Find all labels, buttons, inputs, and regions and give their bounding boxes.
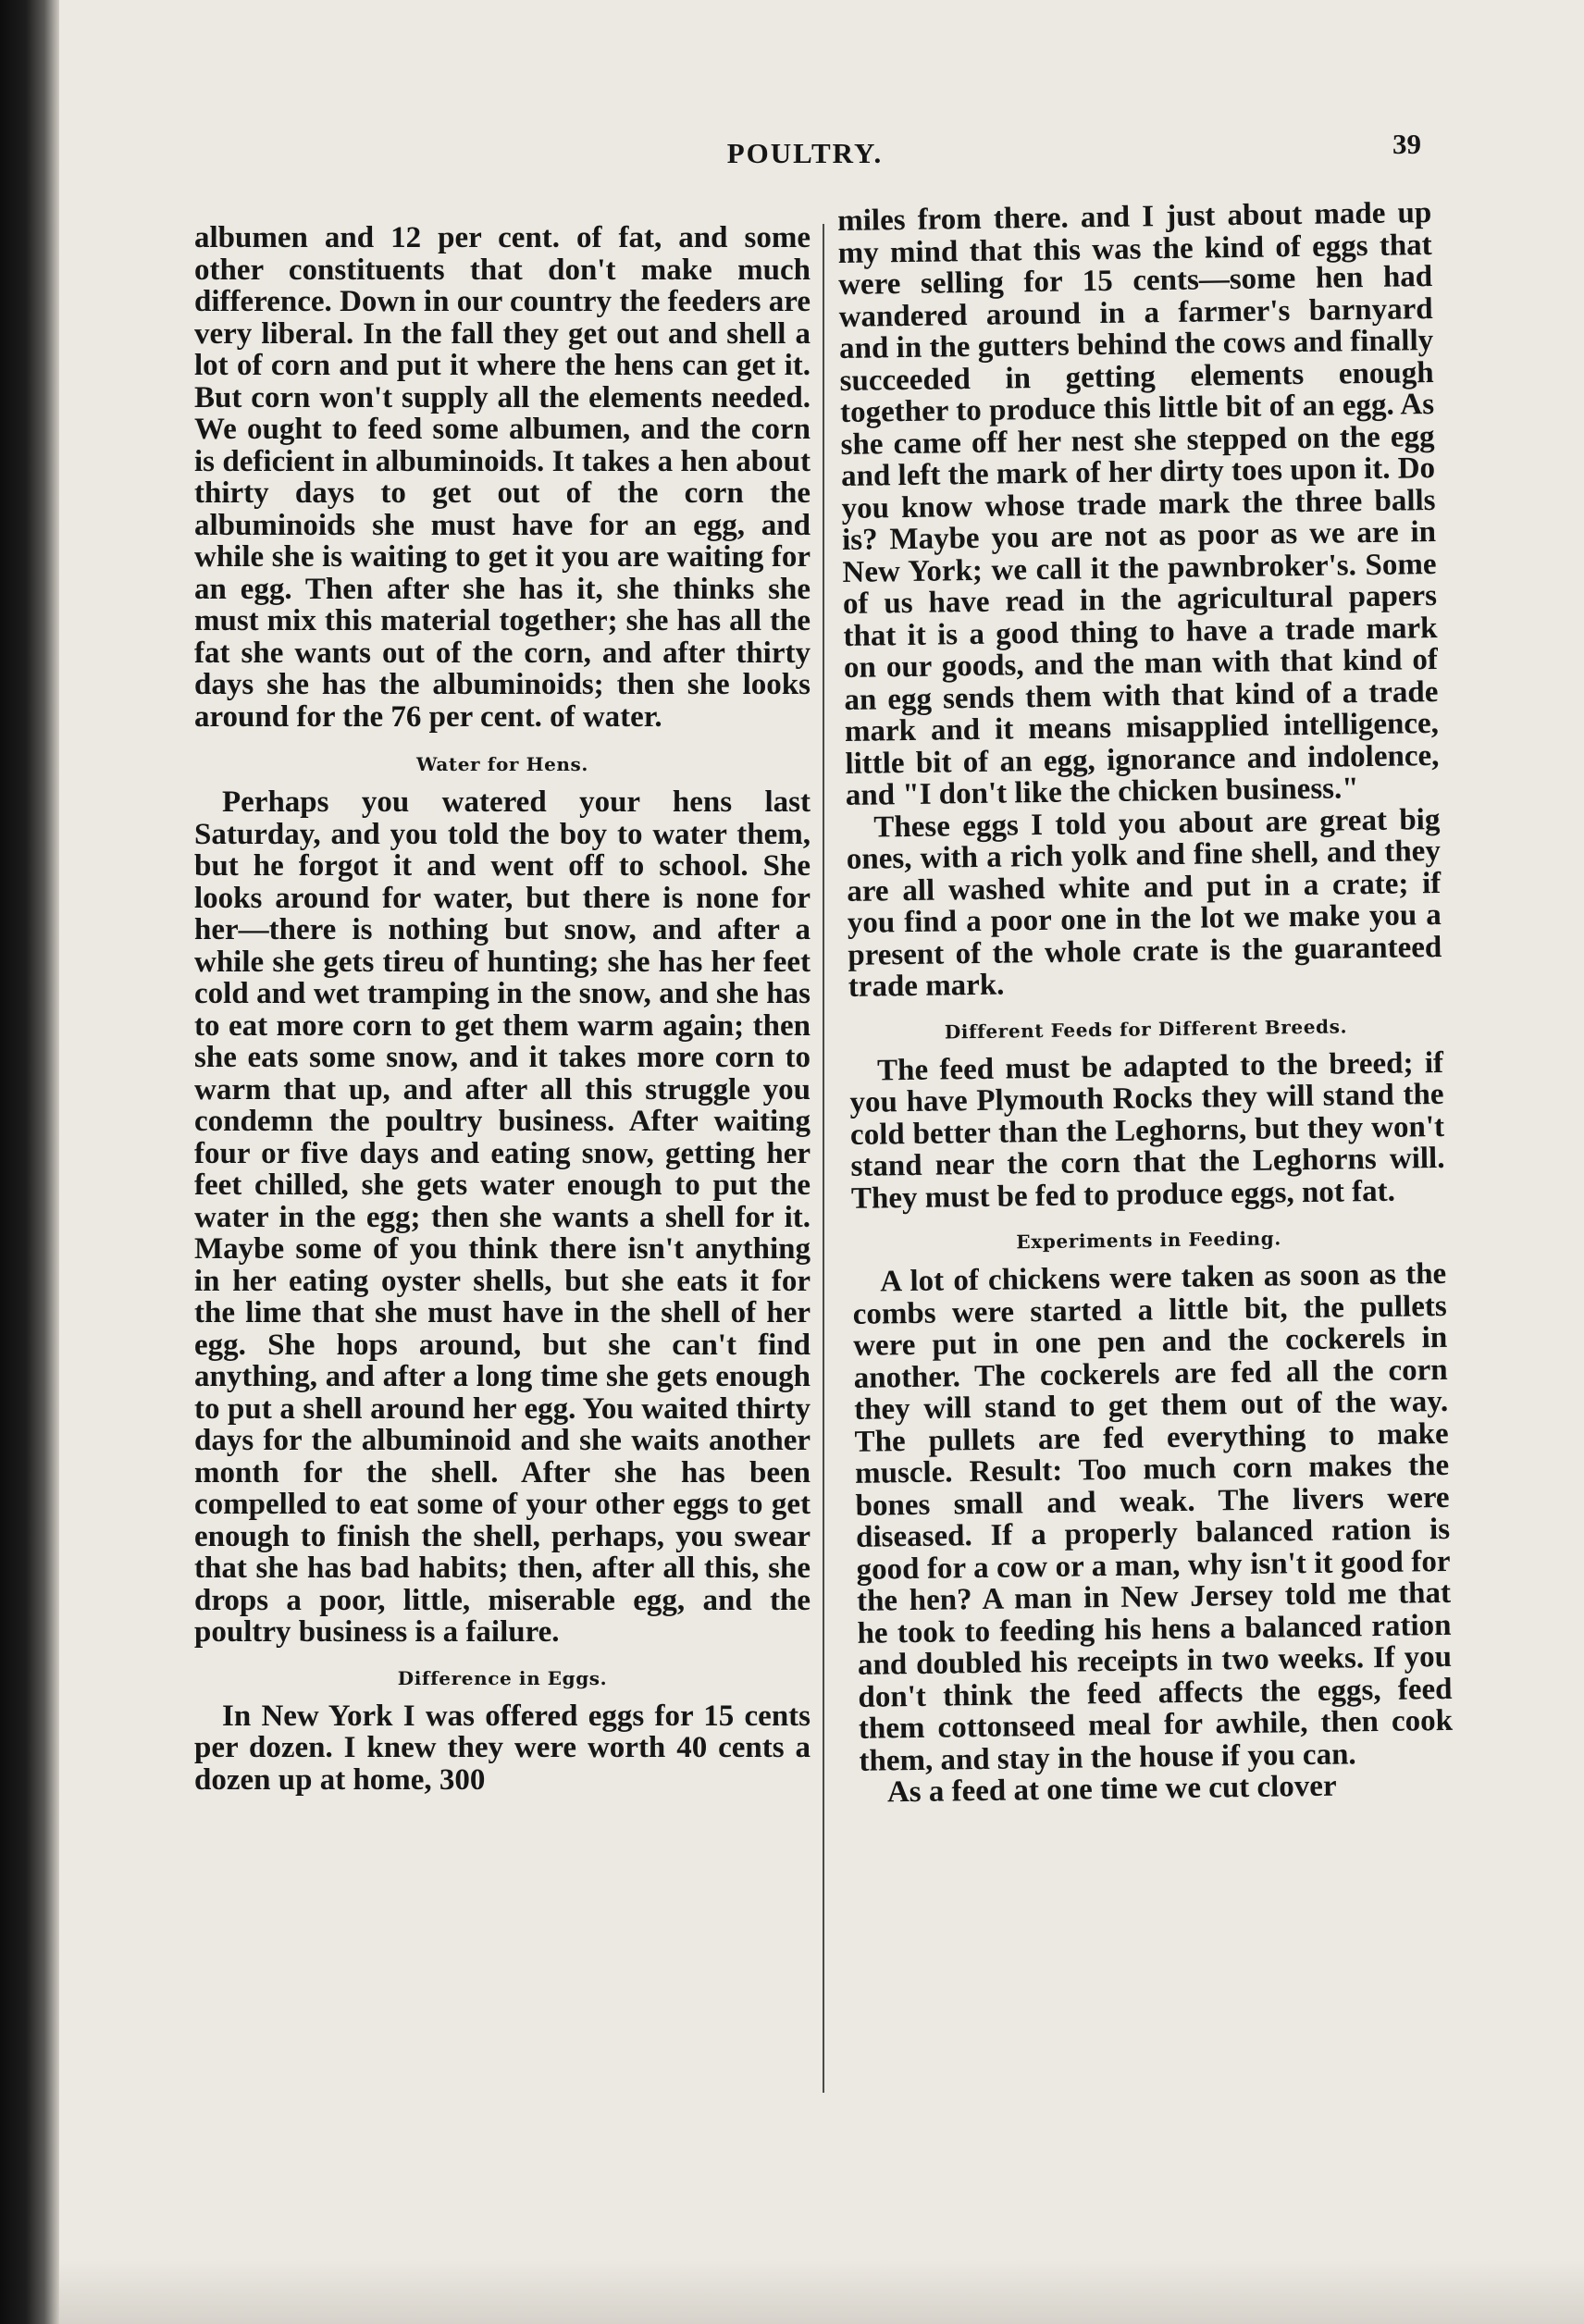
paragraph: Perhaps you watered your hens last Saturday, and you told the boy to water them, but he forgot it and went off to school. She looks around for water, but there is none for her—there is nothing but snow, and after a while she gets tireu of hunting; she has her feet cold and wet tramping in the snow, and she has to eat more corn to get them warm again; then she eats some snow, and it takes more corn to warm that up, and after all this struggle you condemn the poultry business. After waiting four or five days and eating snow, getting her feet chilled, she gets water enough to put the water in the egg; then she wants a shell for it. Maybe some of you think there isn't anything in her eating oyster shells, but she eats it for the lime that she must have in the shell of her egg. She hops around, but she can't find anything, and after a long time she gets enough to put a shell around her egg. You waited thirty days for the albuminoid and she waits another month for the shell. After she has been compelled to eat some of your other eggs to get enough to finish the shell, perhaps, you swear that she has bad habits; then, after all this, she drops a poor, little, miserable egg, and the poultry business is a failure.	[194, 785, 811, 1649]
paragraph: These eggs I told you about are great big ones, with a rich yolk and fine shell, and they are all washed white and put in a crate; if you find a poor one in the lot we make you a present of the whole crate is the guaranteed trade mark.	[846, 802, 1442, 1004]
paragraph: The feed must be adapted to the breed; if you have Plymouth Rocks they will stand the cold better than the Leghorns, but they won't stand near the corn that the Leghorns will. They must be fed to produce eggs, not fat.	[849, 1045, 1445, 1216]
section-heading: Water for Hens.	[416, 753, 588, 775]
page-number: 39	[1392, 128, 1421, 160]
column-divider	[823, 224, 824, 2093]
paragraph: albumen and 12 per cent. of fat, and some other constituents that don't make much difference. Down in our country the feeders are very liberal. In the fall they get out and shell a lot of corn and put it where the hens can get it. But corn won't supply all the elements needed. We ought to feed some albumen, and the corn is deficient in albuminoids. It takes a hen about thirty days to get out of the corn the albuminoids she must have for an egg, and while she is waiting to get it you are waiting for an egg. Then after she has it, she thinks she must mix this material together; she has all the fat she wants out of the corn, and after thirty days she has the albuminoids; then she looks around for the 76 per cent. of water.	[194, 221, 811, 734]
page-shadow	[59, 2259, 1584, 2324]
book-binding-edge	[0, 0, 59, 2324]
running-head: POULTRY.	[726, 137, 884, 169]
paragraph: As a feed at one time we cut clover	[886, 1769, 1337, 1810]
right-column	[837, 197, 1454, 1809]
left-column	[194, 222, 811, 1796]
paragraph: In New York I was offered eggs for 15 cents per dozen. I knew they were worth 40 cents a dozen up at home, 300	[194, 1699, 811, 1797]
section-heading: Different Feeds for Different Breeds.	[944, 1014, 1348, 1043]
section-heading: Difference in Eggs.	[397, 1666, 608, 1689]
paragraph: miles from there. and I just about made up my mind that this was the kind of eggs that were selling for 15 cents—some hen had wandered around in a farmer's barnyard and in the gutters behind the cows and finally succeeded in getting elements enough together to produce this little bit of an egg. As she came off her nest she stepped on the egg and left the mark of her dirty toes upon it. Do you know whose trade mark the three balls is? Maybe you are not as poor as we are in New York; we call it the pawnbroker's. Some of us have read in the agricultural papers that it is a good thing to have a trade mark on our goods, and the man with that kind of an egg sends them with that kind of a trade mark and it means misapplied intelligence, little bit of an egg, ignorance and indolence, and "I don't like the chicken business."	[836, 196, 1440, 812]
paragraph: A lot of chickens were taken as soon as the combs were started a little bit, the pullets were put in one pen and the cockerels in another. The cockerels are fed all the corn they will stand to get them out of the way. The pullets are fed everything to make muscle. Result: Too much corn makes the bones small and weak. The livers were diseased. If a properly balanced ration is good for a cow or a man, why isn't it good for the hen? A man in New Jersey told me that he took to feeding his hens a balanced ration and doubled his receipts in two weeks. If you don't think the feed affects the eggs, feed them cottonseed meal for awhile, then cook them, and stay in the house if you can.	[852, 1256, 1454, 1778]
section-heading: Experiments in Feeding.	[1016, 1227, 1282, 1254]
